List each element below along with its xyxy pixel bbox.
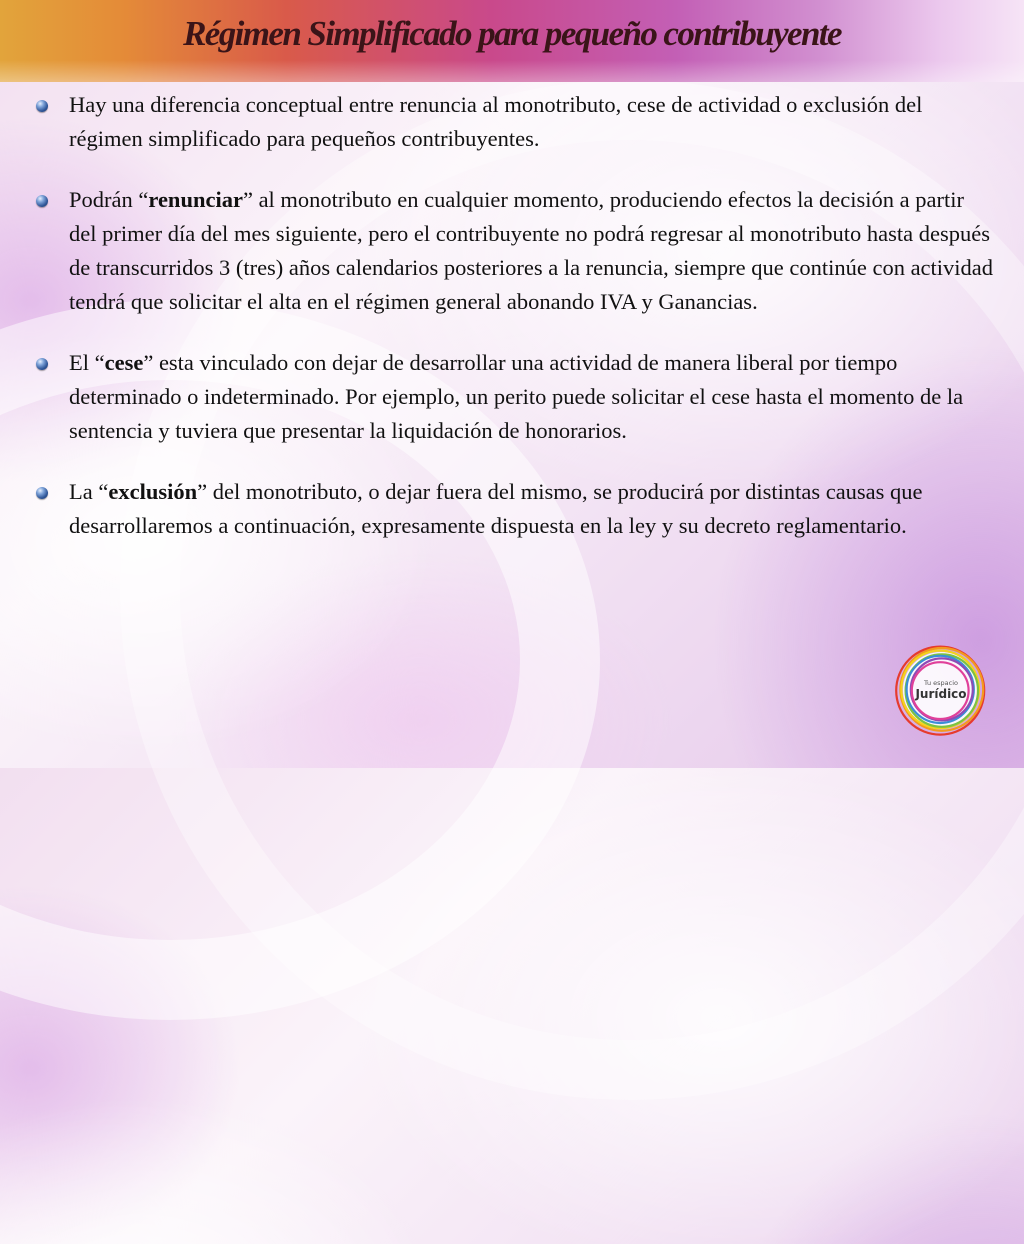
- bullet-item: [36, 183, 996, 319]
- tu-espacio-juridico-logo: [893, 642, 989, 738]
- bullet-text: El “: [69, 350, 105, 375]
- bullet-text: Podrán “: [69, 187, 149, 212]
- bullet-text: ” esta vinculado con dejar de desarrollar una actividad de manera liberal por tiempo determinado o indeterminado. Por ejemplo, un perito puede solicitar el cese hasta el momento de la sentencia y tuviera que presentar la liquidación de honorarios.: [69, 350, 964, 443]
- slide-title: Régimen Simplificado para pequeño contribuyente: [183, 14, 841, 53]
- bullet-dot-icon: [36, 100, 48, 112]
- bullet-item: [36, 88, 996, 156]
- bullet-text: Hay una diferencia conceptual entre renuncia al monotributo, cese de actividad o exclusión del régimen simplificado para pequeños contribuyentes.: [69, 92, 923, 151]
- logo-main-text: Jurídico: [915, 687, 967, 701]
- logo-small-text: Tu espacio: [923, 679, 959, 687]
- bullet-text: ” al monotributo en cualquier momento, produciendo efectos la decisión a partir del primer día del mes siguiente, pero el contribuyente no podrá regresar al monotributo hasta después de transcurridos 3 (tres) años calendarios posteriores a la renuncia, siempre que continúe con actividad tendrá que solicitar el alta en el régimen general abonando IVA y Ganancias.: [69, 187, 994, 314]
- bullet-list: [36, 88, 996, 570]
- title-bar: [0, 0, 1024, 82]
- bullet-dot-icon: [36, 358, 48, 370]
- bullet-dot-icon: [36, 487, 48, 499]
- bullet-item: [36, 346, 996, 448]
- bullet-keyword: exclusión: [108, 479, 198, 504]
- bullet-keyword: cese: [104, 350, 144, 375]
- bullet-item: [36, 475, 996, 543]
- bullet-text: ” del monotributo, o dejar fuera del mismo, se producirá por distintas causas que desarrollaremos a continuación, expresamente dispuesta en la ley y su decreto reglamentario.: [69, 479, 923, 538]
- bullet-keyword: renunciar: [148, 187, 243, 212]
- bullet-dot-icon: [36, 195, 48, 207]
- bullet-text: La “: [69, 479, 109, 504]
